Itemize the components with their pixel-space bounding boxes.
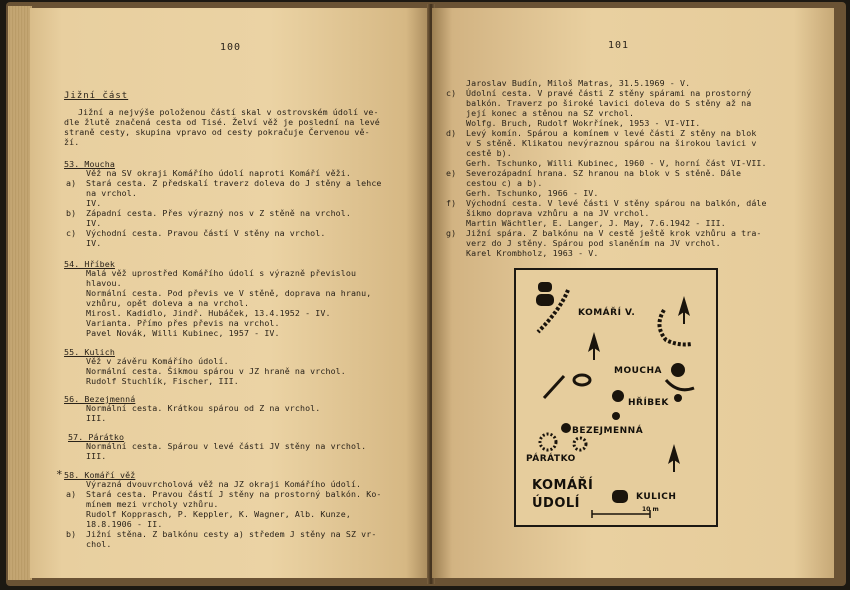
entry-line: Jižní stěna. Z balkónu cesty a) středem J stěny na SZ vr- [86, 529, 377, 539]
list-marker: c) [446, 88, 457, 98]
entry-line: Pavel Novák, Willi Kubinec, 1957 - IV. [86, 328, 280, 338]
rock-blob [540, 434, 556, 450]
map-label-hribek: HŘÍBEK [628, 398, 669, 408]
entry-line: Výrazná dvouvrcholová věž na JZ okraji Komářího údolí. [86, 479, 362, 489]
rock-blob [574, 438, 586, 450]
map-label-komari-udoli: ÚDOLÍ [532, 496, 581, 511]
entry-line: Gerh. Tschunko, 1966 - IV. [466, 188, 599, 198]
entry-heading: 55. Kulich [64, 347, 115, 357]
entry-line: Malá věž uprostřed Komářího údolí s výrazně převislou [86, 268, 357, 278]
entry-line: IV. [86, 218, 102, 228]
right-page [432, 8, 834, 578]
entry-line: Wolfg. Bruch, Rudolf Wokrřínek, 1953 - VI-VII. [466, 118, 701, 128]
map-label-kulich: KULICH [636, 492, 677, 502]
entry-line: Rudolf Stuchlík, Fischer, III. [86, 376, 239, 386]
section-title: Jižní část [64, 91, 129, 101]
entry-line: III. [86, 413, 107, 423]
list-marker: b) [66, 208, 77, 218]
entry-line: Severozápadní hrana. SZ hranou na blok v S stěně. Dále [466, 168, 742, 178]
entry-line: balkón. Traverz po široké lavici doleva do S stěny až na [466, 98, 752, 108]
entry-line: Levý komín. Spárou a komínem v levé části Z stěny na blok [466, 128, 757, 138]
list-marker: d) [446, 128, 457, 138]
entry-line: verz do J stěny. Spárou pod slaněním na JV vrchol. [466, 238, 721, 248]
entry-heading: 57. Párátko [68, 432, 125, 442]
intro-line: ží. [64, 137, 80, 147]
entry-line: vzhůru, opět doleva a na vrchol. [86, 298, 250, 308]
entry-line: IV. [86, 198, 102, 208]
map-label-moucha: MOUCHA [614, 366, 663, 376]
intro-line: Jižní a nejvýše položenou částí skal v ostrovském údolí ve- [78, 107, 379, 117]
entry-line: Jižní spára. Z balkónu na V cestě ještě krok vzhůru a tra- [466, 228, 762, 238]
entry-line: Normální cesta. Krátkou spárou od Z na vrchol. [86, 403, 321, 413]
entry-line: hlavou. [86, 278, 122, 288]
map-scale-label: 10 m [642, 506, 659, 513]
entry-line: Stará cesta. Pravou částí J stěny na prostorný balkón. Ko- [86, 489, 382, 499]
entry-line: 18.8.1906 - II. [86, 519, 163, 529]
entry-line: Normální cesta. Spárou v levé části JV stěny na vrchol. [86, 441, 367, 451]
list-marker: a) [66, 489, 77, 499]
entry-line: cestě b). [466, 148, 512, 158]
list-marker: f) [446, 198, 457, 208]
page-number-left: 100 [220, 42, 242, 53]
entry-line: cestou c) a b). [466, 178, 543, 188]
intro-line: dle žlutě značená cesta od Tisé. Želví věž je poslední na levé [64, 117, 380, 127]
entry-line: Varianta. Přímo přes převis na vrchol. [86, 318, 280, 328]
entry-line: IV. [86, 238, 102, 248]
entry-line: Východní cesta. V levé části V stěny spárou na balkón, dále [466, 198, 767, 208]
entry-line: Věž v závěru Komářího údolí. [86, 356, 229, 366]
rock-blob [612, 390, 624, 402]
entry-line: na vrchol. [86, 188, 137, 198]
entry-line: mínem mezi vrcholy vzhůru. [86, 499, 219, 509]
entry-line: III. [86, 451, 107, 461]
map-label-komari-udoli: KOMÁŘÍ [532, 478, 594, 493]
entry-heading: 53. Moucha [64, 159, 115, 169]
entry-line: Rudolf Kopprasch, P. Keppler, K. Wagner, Alb. Kunze, [86, 509, 351, 519]
rock-blob [561, 423, 571, 433]
entry-line: Mirosl. Kadidlo, Jindř. Hubáček, 13.4.1952 - IV. [86, 308, 331, 318]
entry-line: Gerh. Tschunko, Willi Kubinec, 1960 - V, horní část VI-VII. [466, 158, 767, 168]
entry-line: šikmo doprava vzhůru a na JV vrchol. [466, 208, 650, 218]
entry-line: Karel Krombholz, 1963 - V. [466, 248, 599, 258]
rock-blob [538, 282, 552, 292]
map-label-paratko: PÁRÁTKO [526, 454, 576, 464]
entry-line: Stará cesta. Z předskalí traverz doleva do J stěny a lehce [86, 178, 382, 188]
entry-line: chol. [86, 539, 112, 549]
star-mark: * [56, 468, 63, 481]
list-marker: a) [66, 178, 77, 188]
page-edges [8, 6, 32, 580]
entry-line: Západní cesta. Přes výrazný nos v Z stěně na vrchol. [86, 208, 351, 218]
rock-edge [659, 310, 692, 345]
map-label-bezejmenna: BEZEJMENNÁ [572, 426, 644, 436]
entry-line: Údolní cesta. V pravé části Z stěny spárami na prostorný [466, 88, 752, 98]
rock-blob [612, 412, 620, 420]
entry-heading: 56. Bezejmenná [64, 394, 136, 404]
rock-blob [612, 490, 628, 503]
entry-line: Východní cesta. Pravou částí V stěny na vrchol. [86, 228, 326, 238]
area-map [514, 268, 718, 527]
list-marker: g) [446, 228, 457, 238]
entry-line: v S stěně. Klikatou nevýraznou spárou na širokou lavici v [466, 138, 757, 148]
entry-line: její konec a stěnou na SZ vrchol. [466, 108, 635, 118]
list-marker: b) [66, 529, 77, 539]
map-label-komari-vez: KOMÁŘÍ V. [578, 308, 636, 318]
rock-blob [536, 294, 554, 306]
rock-blob [671, 363, 685, 377]
rock-edge [544, 376, 564, 398]
left-page [30, 8, 430, 578]
entry-line: Normální cesta. Pod převis ve V stěně, doprava na hranu, [86, 288, 372, 298]
rock-edge [666, 380, 694, 390]
intro-line: straně cesty, skupina vpravo od cesty pokračuje Červenou vě- [64, 127, 370, 137]
list-marker: c) [66, 228, 77, 238]
entry-heading: 54. Hříbek [64, 259, 115, 269]
page-number-right: 101 [608, 40, 630, 51]
entry-line: Jaroslav Budín, Miloš Matras, 31.5.1969 - V. [466, 78, 691, 88]
list-marker: e) [446, 168, 457, 178]
entry-line: Věž na SV okraji Komářího údolí naproti Komáří věži. [86, 168, 351, 178]
rock-blob [674, 394, 682, 402]
entry-line: Martin Wächtler, E. Langer, J. May, 7.6.1942 - III. [466, 218, 726, 228]
entry-heading: 58. Komáří věž [64, 470, 136, 480]
entry-line: Normální cesta. Šikmou spárou v JZ hraně na vrchol. [86, 366, 346, 376]
rock-blob [574, 375, 590, 385]
